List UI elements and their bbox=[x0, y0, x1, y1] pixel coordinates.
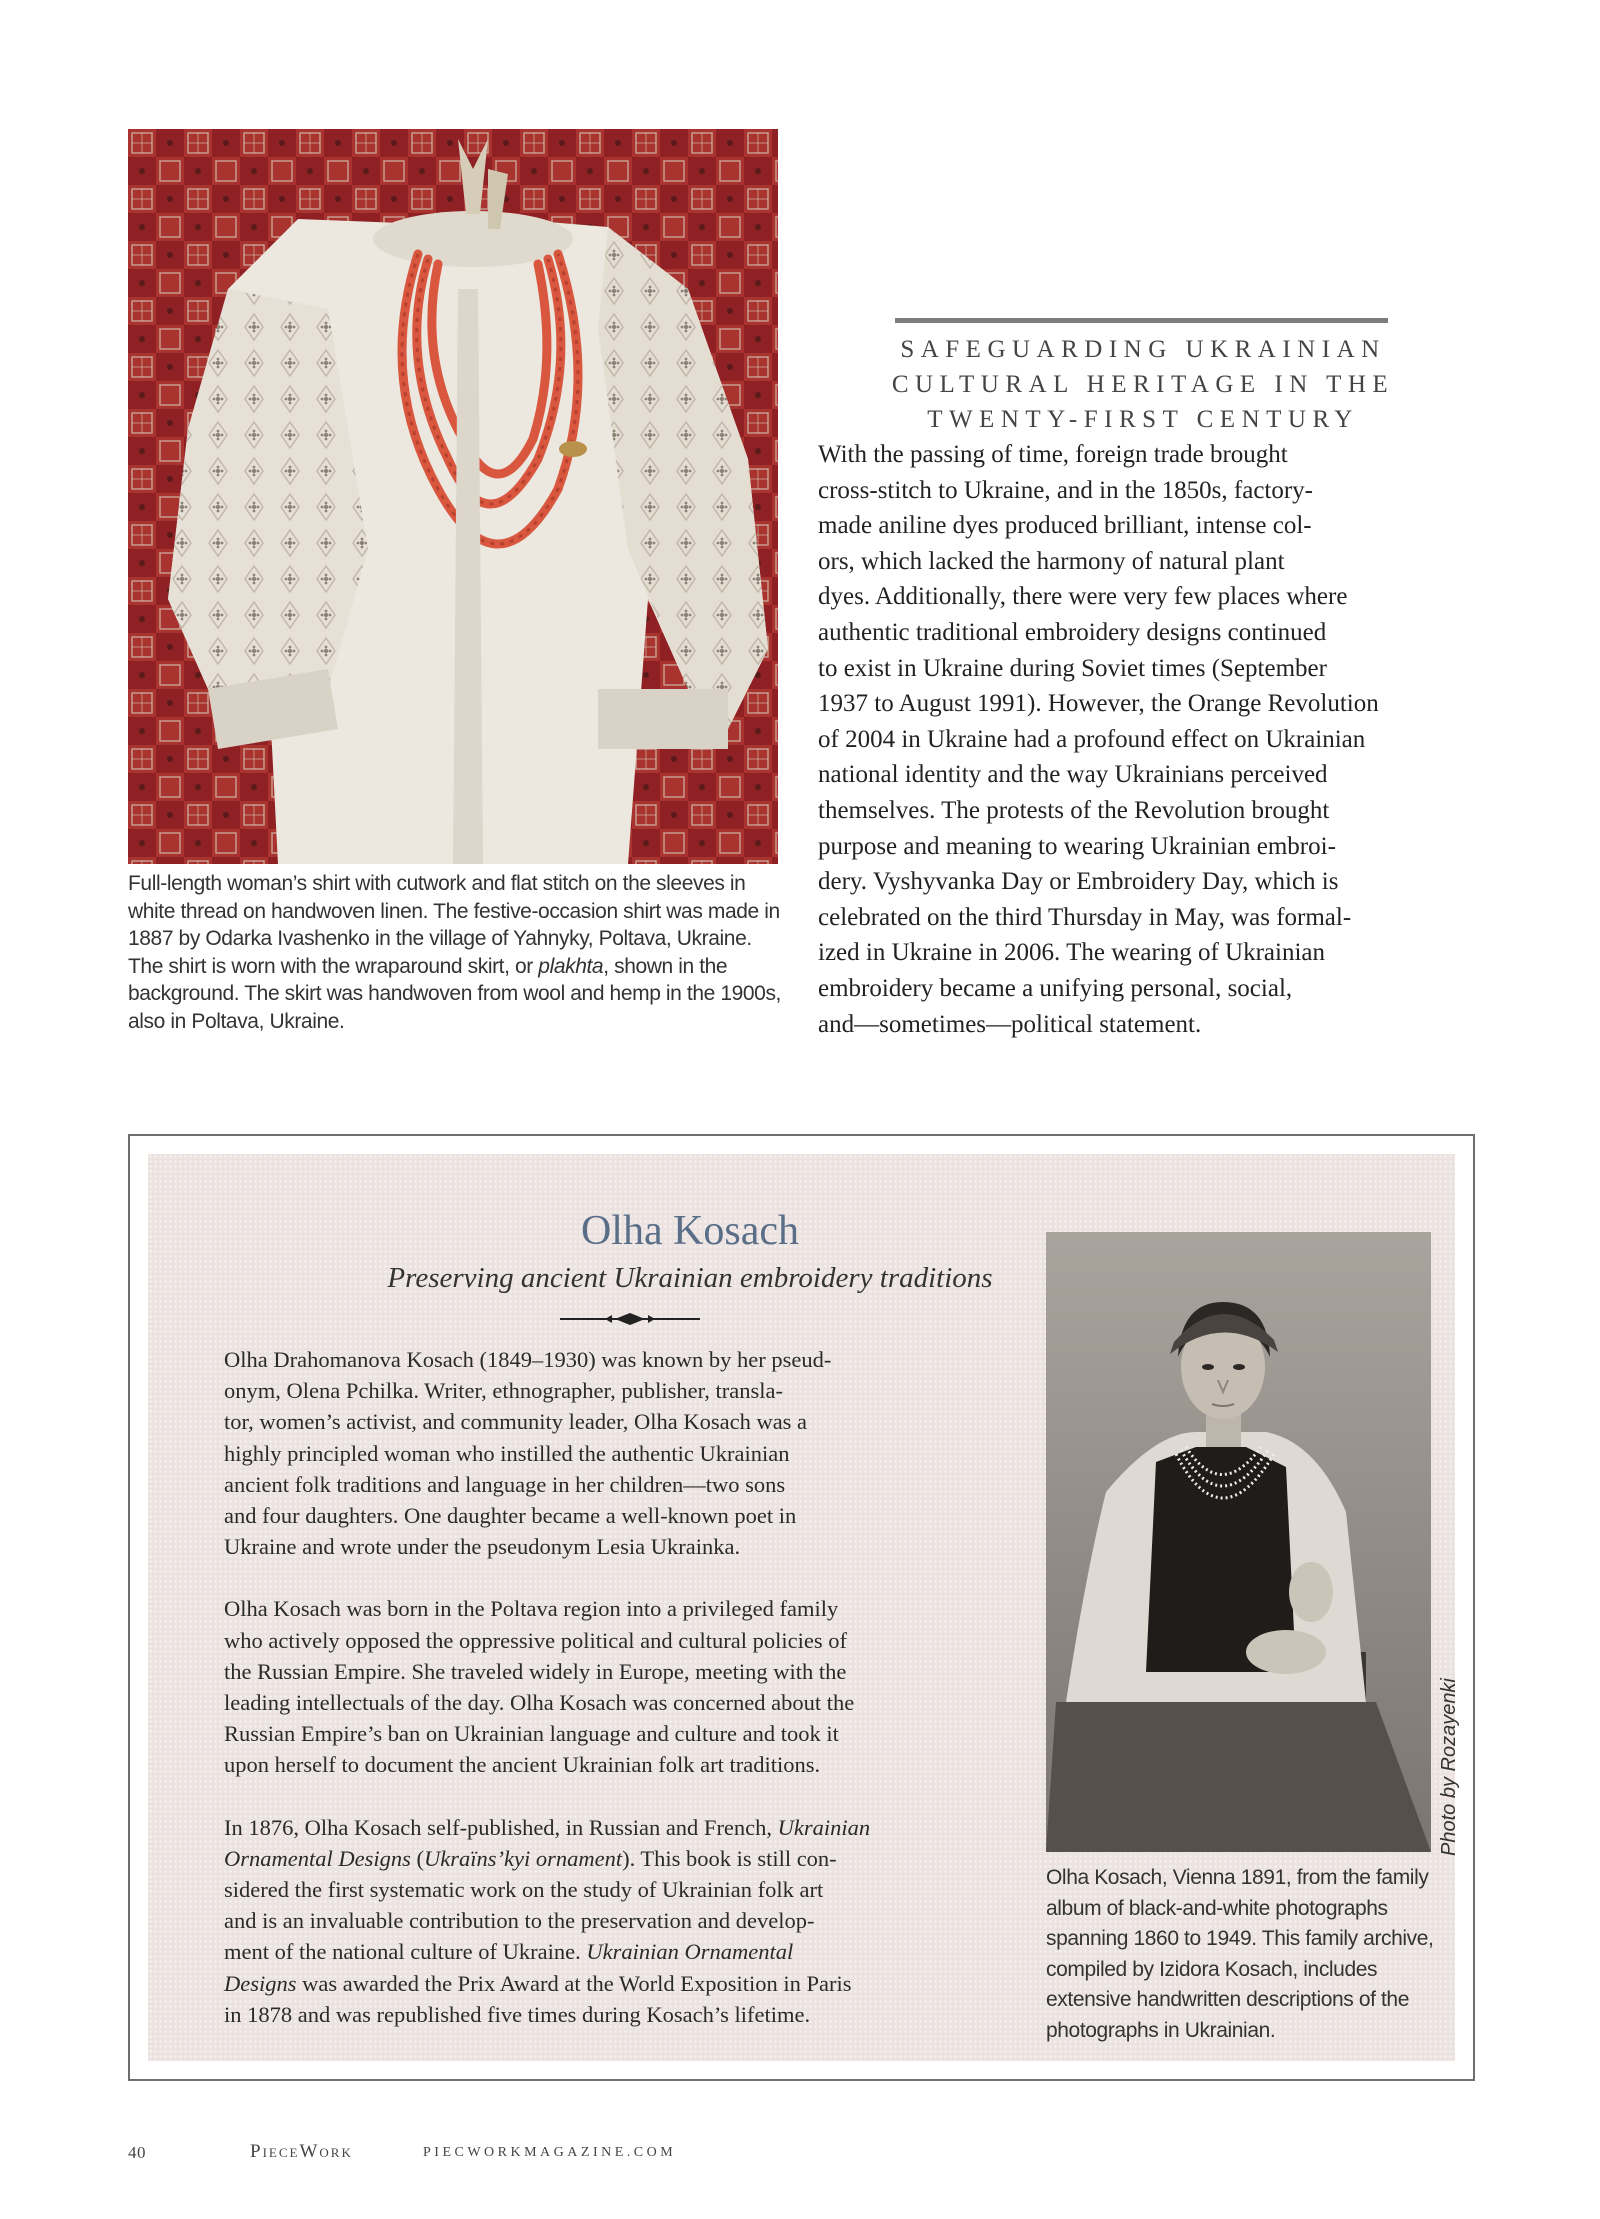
shirt-illustration bbox=[128, 129, 778, 864]
para-line: highly principled woman who instilled the authentic Ukrainian bbox=[224, 1440, 790, 1466]
para-line: leading intellectuals of the day. Olha Kosach was concerned about the bbox=[224, 1690, 855, 1716]
para-line: and four daughters. One daughter became a well-known poet in bbox=[224, 1503, 797, 1529]
shirt-photo bbox=[128, 129, 778, 864]
sidebar-body bbox=[224, 1344, 1024, 2061]
para-text: and is an invaluable contribution to the preservation and develop- bbox=[224, 1908, 815, 1934]
caption-line: compiled by Izidora Kosach, includes bbox=[1046, 1957, 1378, 1981]
article-line: themselves. The protests of the Revolution brought bbox=[818, 796, 1330, 824]
caption-line: spanning 1860 to 1949. This family archive, bbox=[1046, 1927, 1434, 1950]
caption-line: extensive handwritten descriptions of the bbox=[1046, 1988, 1409, 2011]
sidebar-title: Olha Kosach bbox=[580, 1208, 800, 1254]
para-text: in 1878 and was republished five times during Kosach’s lifetime. bbox=[224, 2001, 811, 2027]
para-line: the Russian Empire. She traveled widely in Europe, meeting with the bbox=[224, 1658, 847, 1684]
article-line: ors, which lacked the harmony of natural plant bbox=[818, 547, 1285, 575]
sidebar-paragraph-3 bbox=[224, 1812, 1024, 2030]
article-line: to exist in Ukraine during Soviet times (September bbox=[818, 654, 1327, 682]
article-line: embroidery became a unifying personal, social, bbox=[818, 974, 1293, 1002]
article-line: dyes. Additionally, there were very few places where bbox=[818, 583, 1348, 611]
caption-line: photographs in Ukrainian. bbox=[1046, 2018, 1276, 2042]
ornament-divider-icon bbox=[560, 1311, 700, 1327]
book-title-italic: Designs bbox=[224, 1970, 297, 1996]
para-line: onym, Olena Pchilka. Writer, ethnographer, publisher, transla- bbox=[224, 1378, 783, 1404]
book-title-italic: Ukrainian bbox=[777, 1814, 871, 1840]
article-line: of 2004 in Ukraine had a profound effect on Ukrainian bbox=[818, 725, 1366, 753]
kosach-caption bbox=[1046, 1863, 1446, 2046]
caption-italic-term: plakhta bbox=[538, 954, 604, 978]
caption-text-end: , shown in the background. The skirt was handwoven from wool and hemp in the 1900s, also in Poltava, Ukraine. bbox=[128, 954, 781, 1033]
caption-text: Full-length woman’s shirt with cutwork and flat stitch on the sleeves in white thread on handwoven linen. The festive-occasion shirt was made in 1887 by Odarka Ivashenko in the village of Yahnyky, Poltava, Ukraine. The shirt is worn with the wraparound skirt, or bbox=[128, 872, 780, 978]
page-number: 40 bbox=[128, 2143, 146, 2162]
article-line: ized in Ukraine in 2006. The wearing of Ukrainian bbox=[818, 939, 1326, 967]
para-text: ). This book is still con- bbox=[622, 1845, 837, 1871]
article-line: national identity and the way Ukrainians perceived bbox=[818, 761, 1328, 789]
magazine-url: PIECWORKMAGAZINE.COM bbox=[423, 2145, 677, 2160]
article-line: celebrated on the third Thursday in May, was formal- bbox=[818, 903, 1352, 931]
kosach-portrait-photo bbox=[1046, 1232, 1431, 1852]
article-heading-rule bbox=[895, 318, 1388, 323]
article-heading-line: SAFEGUARDING UKRAINIAN bbox=[900, 336, 1386, 363]
para-line: who actively opposed the oppressive political and cultural policies of bbox=[224, 1627, 847, 1653]
article-line: 1937 to August 1991). However, the Orange Revolution bbox=[818, 690, 1379, 718]
magazine-name: PieceWork bbox=[250, 2141, 353, 2162]
para-text: In 1876, Olha Kosach self-published, in Russian and French, bbox=[224, 1814, 778, 1840]
para-text: ( bbox=[410, 1845, 424, 1871]
article-line: With the passing of time, foreign trade brought bbox=[818, 441, 1288, 468]
para-line: upon herself to document the ancient Ukrainian folk art traditions. bbox=[224, 1752, 821, 1778]
article-line: dery. Vyshyvanka Day or Embroidery Day, which is bbox=[818, 868, 1339, 896]
para-line: Olha Kosach was born in the Poltava region into a privileged family bbox=[224, 1596, 839, 1622]
article-line: and—sometimes—political statement. bbox=[818, 1010, 1202, 1038]
article-line: authentic traditional embroidery designs continued bbox=[818, 618, 1327, 646]
article-body bbox=[818, 437, 1478, 1042]
para-text: sidered the first systematic work on the study of Ukrainian folk art bbox=[224, 1877, 824, 1903]
para-text: ment of the national culture of Ukraine. bbox=[224, 1939, 587, 1965]
para-line: ancient folk traditions and language in her children—two sons bbox=[224, 1471, 786, 1497]
sidebar-subtitle: Preserving ancient Ukrainian embroidery traditions bbox=[387, 1262, 993, 1294]
sidebar-background bbox=[148, 1154, 1460, 2061]
sidebar-paragraph-2 bbox=[224, 1593, 1024, 1780]
para-line: tor, women’s activist, and community leader, Olha Kosach was a bbox=[224, 1409, 808, 1435]
book-title-italic: Ornamental Designs bbox=[224, 1845, 411, 1871]
photo-credit: Photo by Rozayenki bbox=[1438, 1678, 1460, 1856]
page-footer bbox=[128, 2143, 828, 2173]
para-line: Olha Drahomanova Kosach (1849–1930) was known by her pseud- bbox=[224, 1347, 832, 1372]
article-heading bbox=[818, 332, 1468, 437]
caption-line: Olha Kosach, Vienna 1891, from the family bbox=[1046, 1866, 1429, 1889]
book-original-title-italic: Ukraïns’kyi ornament bbox=[424, 1845, 623, 1871]
article-heading-line: TWENTY-FIRST CENTURY bbox=[927, 406, 1359, 433]
sidebar-paragraph-1 bbox=[224, 1344, 1024, 1562]
para-line: Ukraine and wrote under the pseudonym Lesia Ukrainka. bbox=[224, 1534, 741, 1560]
article-heading-line: CULTURAL HERITAGE IN THE bbox=[891, 371, 1395, 398]
article-line: cross-stitch to Ukraine, and in the 1850s, factory- bbox=[818, 476, 1314, 504]
shirt-caption bbox=[128, 870, 788, 1036]
para-line: Russian Empire’s ban on Ukrainian language and culture and took it bbox=[224, 1721, 839, 1747]
para-text: was awarded the Prix Award at the World Exposition in Paris bbox=[296, 1970, 852, 1996]
article-line: made aniline dyes produced brilliant, intense col- bbox=[818, 512, 1312, 540]
caption-line: album of black-and-white photographs bbox=[1046, 1896, 1388, 1920]
book-title-italic: Ukrainian Ornamental bbox=[586, 1939, 794, 1965]
sidebar-box bbox=[128, 1134, 1475, 2081]
article-line: purpose and meaning to wearing Ukrainian embroi- bbox=[818, 832, 1336, 860]
portrait-illustration bbox=[1046, 1232, 1431, 1852]
